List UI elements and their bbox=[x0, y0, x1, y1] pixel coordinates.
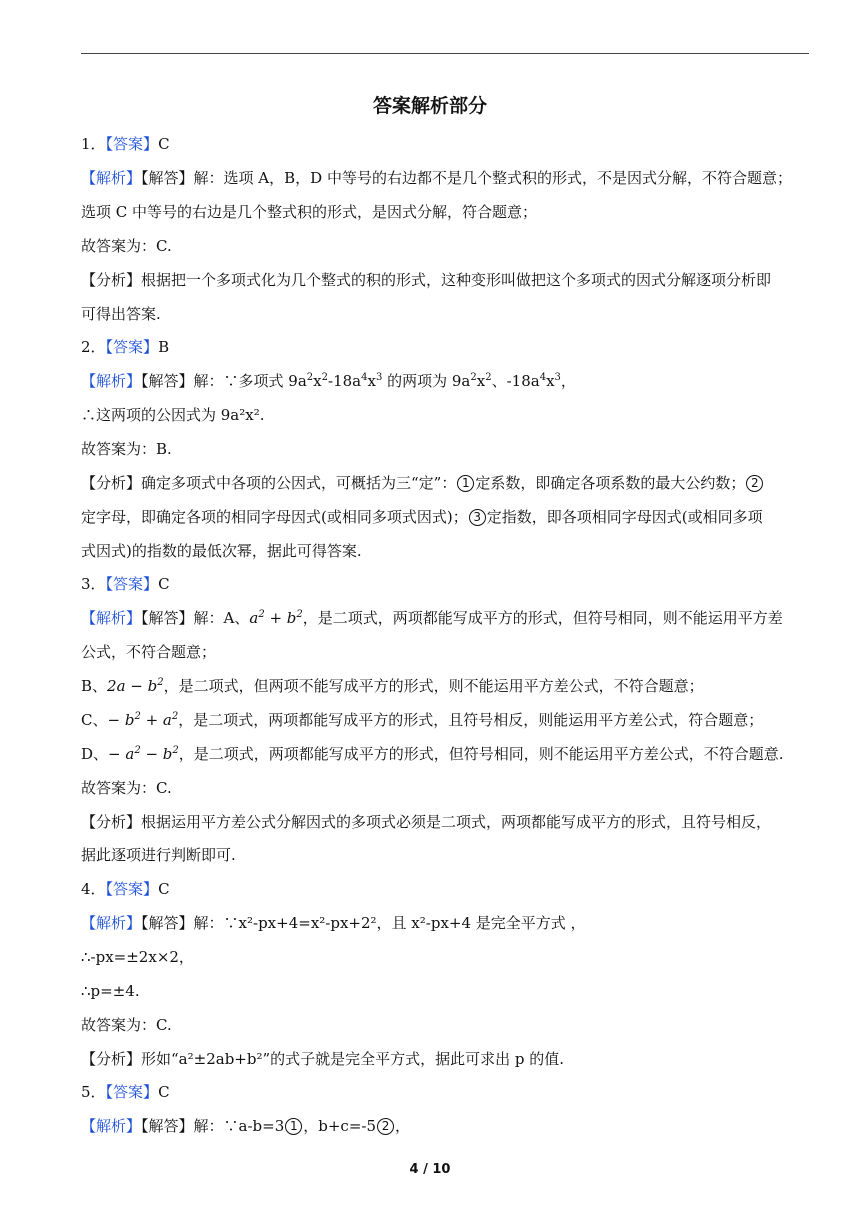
q5-answer-line bbox=[81, 1082, 811, 1102]
answer-tag: 【答案】 bbox=[105, 575, 159, 593]
q4-jieda-line-1 bbox=[81, 913, 811, 933]
q5-number: 5． bbox=[81, 1083, 106, 1101]
math-expression-a: $a^2 + b^2$ bbox=[249, 609, 303, 627]
fenxi-tag: 【分析】 bbox=[81, 1050, 142, 1068]
q4-answer-line bbox=[81, 879, 811, 899]
jieda-tag: 【解答】 bbox=[141, 372, 194, 390]
q1-answer-line bbox=[81, 134, 811, 154]
q2-answer: B bbox=[158, 338, 170, 356]
page-title: 答案解析部分 bbox=[372, 95, 487, 117]
q3-fenxi-text-1: 根据运用平方差公式分解因式的多项式必须是二项式，两项都能写成平方的形式，且符号相反， bbox=[141, 813, 772, 831]
q2-fenxi-line-1 bbox=[81, 473, 811, 493]
q1-jieda-line-2: 选项 C 中等号的右边是几个整式积的形式，是因式分解，符合题意； bbox=[81, 203, 538, 221]
jieda-tag: 【解答】 bbox=[141, 1117, 194, 1135]
q4-conclusion: 故答案为：C. bbox=[81, 1016, 172, 1034]
q3-conclusion: 故答案为：C. bbox=[81, 779, 172, 797]
circled-number-1: 1 bbox=[285, 1118, 302, 1135]
q2-jieda-line-2: ∴这两项的公因式为 9a²x². bbox=[81, 406, 265, 424]
q2-conclusion: 故答案为：B. bbox=[81, 440, 172, 458]
q2-fenxi-text-2b: 定指数，即各项相同字母因式(或相同多项 bbox=[486, 508, 763, 526]
q1-fenxi-line-1 bbox=[81, 270, 811, 290]
fenxi-tag: 【分析】 bbox=[81, 474, 142, 492]
q5-jieda-text-a: 解：∵a-b=3 bbox=[193, 1117, 285, 1135]
q2-fenxi-text-1a: 确定多项式中各项的公因式，可概括为三“定”： bbox=[141, 474, 457, 492]
q3-option-d bbox=[81, 744, 811, 764]
q2-number: 2． bbox=[81, 338, 106, 356]
q3-jieda-line-2: 公式，不符合题意； bbox=[81, 643, 217, 661]
q4-fenxi-line bbox=[81, 1049, 811, 1069]
q2-answer-line bbox=[81, 337, 811, 357]
answer-tag: 【答案】 bbox=[105, 880, 159, 898]
jieda-tag: 【解答】 bbox=[141, 609, 194, 627]
q2-fenxi-text-2a: 定字母，即确定各项的相同字母因式(或相同多项式因式)； bbox=[81, 508, 468, 526]
q1-jieda-text-1: 解：选项 A，B，D 中等号的右边都不是几个整式积的形式，不是因式分解，不符合题意； bbox=[193, 169, 792, 187]
q2-jieda-line-1: 【解析】【解答】解：∵多项式 $9a^2x^2-18a^4x^3$ 的两项为 $9a^2x^2$、$-18a^4x^3$， bbox=[81, 372, 576, 390]
q3-jieda-text-1a: 解：A、 bbox=[193, 609, 250, 627]
q3-answer-line bbox=[81, 574, 811, 594]
jiexi-tag: 【解析】 bbox=[81, 914, 142, 932]
q4-number: 4． bbox=[81, 880, 106, 898]
q3-fenxi-line-1 bbox=[81, 812, 811, 832]
fenxi-tag: 【分析】 bbox=[81, 813, 142, 831]
q5-jieda-text-c: ， bbox=[395, 1117, 411, 1135]
q1-jieda-line-1 bbox=[81, 168, 811, 188]
q2-jieda-prefix: 解：∵多项式 9a bbox=[193, 372, 307, 390]
q4-jieda-text: 解：∵x²-px+4=x²-px+2²，且 x²-px+4 是完全平方式 ， bbox=[193, 914, 586, 932]
q3-c-text: ，是二项式，两项都能写成平方的形式，且符号相反，则能运用平方差公式，符合题意； bbox=[178, 711, 764, 729]
jieda-tag: 【解答】 bbox=[141, 914, 194, 932]
jiexi-tag: 【解析】 bbox=[81, 1117, 142, 1135]
math-expression-c: − $b^2 + a^2$ bbox=[107, 711, 179, 729]
q3-d-text: ，是二项式，两项都能写成平方的形式，但符号相同，则不能运用平方差公式，不符合题意. bbox=[178, 745, 784, 763]
jiexi-tag: 【解析】 bbox=[81, 169, 142, 187]
q4-fenxi-text: 形如“a²±2ab+b²”的式子就是完全平方式，据此可求出 p 的值. bbox=[141, 1050, 565, 1068]
answer-tag: 【答案】 bbox=[105, 135, 159, 153]
q3-option-c bbox=[81, 710, 811, 730]
q3-d-prefix: D、 bbox=[81, 745, 109, 763]
q3-jieda-text-1b: ，是二项式，两项都能写成平方的形式，但符号相同，则不能运用平方差 bbox=[302, 609, 783, 627]
q2-fenxi-line-2 bbox=[81, 507, 811, 527]
jiexi-tag: 【解析】 bbox=[81, 372, 142, 390]
q2-fenxi-text-1b: 定系数，即确定各项系数的最大公约数； bbox=[475, 474, 746, 492]
answer-tag: 【答案】 bbox=[105, 1083, 159, 1101]
circled-number-2: 2 bbox=[377, 1118, 394, 1135]
q3-c-prefix: C、 bbox=[81, 711, 108, 729]
jiexi-tag: 【解析】 bbox=[81, 609, 142, 627]
page-number: 4 / 10 bbox=[409, 1162, 451, 1177]
q1-conclusion: 故答案为：C. bbox=[81, 237, 172, 255]
q4-line-2: ∴-px=±2x×2， bbox=[81, 948, 194, 966]
q1-fenxi-line-2: 可得出答案. bbox=[81, 305, 161, 323]
q1-number: 1． bbox=[81, 135, 106, 153]
circled-number-2: 2 bbox=[746, 475, 763, 492]
answer-tag: 【答案】 bbox=[105, 338, 159, 356]
circled-number-3: 3 bbox=[469, 509, 486, 526]
header-rule bbox=[81, 53, 809, 54]
q3-option-b bbox=[81, 676, 811, 696]
q3-number: 3． bbox=[81, 575, 106, 593]
q1-answer: C bbox=[158, 135, 170, 153]
q4-line-3: ∴p=±4. bbox=[81, 982, 140, 1000]
q5-jieda-line-1 bbox=[81, 1116, 811, 1136]
q4-answer: C bbox=[158, 880, 170, 898]
q3-answer: C bbox=[158, 575, 170, 593]
q2-fenxi-line-3: 式因式)的指数的最低次幂，据此可得答案. bbox=[81, 542, 362, 560]
fenxi-tag: 【分析】 bbox=[81, 271, 142, 289]
jieda-tag: 【解答】 bbox=[141, 169, 194, 187]
q1-fenxi-text-1: 根据把一个多项式化为几个整式的积的形式，这种变形叫做把这个多项式的因式分解逐项分析即 bbox=[141, 271, 772, 289]
q5-jieda-text-b: ，b+c=-5 bbox=[303, 1117, 377, 1135]
math-expression-d: − $a^2 - b^2$ bbox=[108, 745, 179, 763]
circled-number-1: 1 bbox=[457, 475, 474, 492]
q3-jieda-line-1 bbox=[81, 608, 811, 628]
q5-answer: C bbox=[158, 1083, 170, 1101]
q3-b-prefix: B、 bbox=[81, 677, 108, 695]
q3-b-text: ，是二项式，但两项不能写成平方的形式，则不能运用平方差公式，不符合题意； bbox=[163, 677, 704, 695]
math-expression-b: $2a - b^2$ bbox=[107, 677, 164, 695]
q3-fenxi-line-2: 据此逐项进行判断即可. bbox=[81, 846, 236, 864]
